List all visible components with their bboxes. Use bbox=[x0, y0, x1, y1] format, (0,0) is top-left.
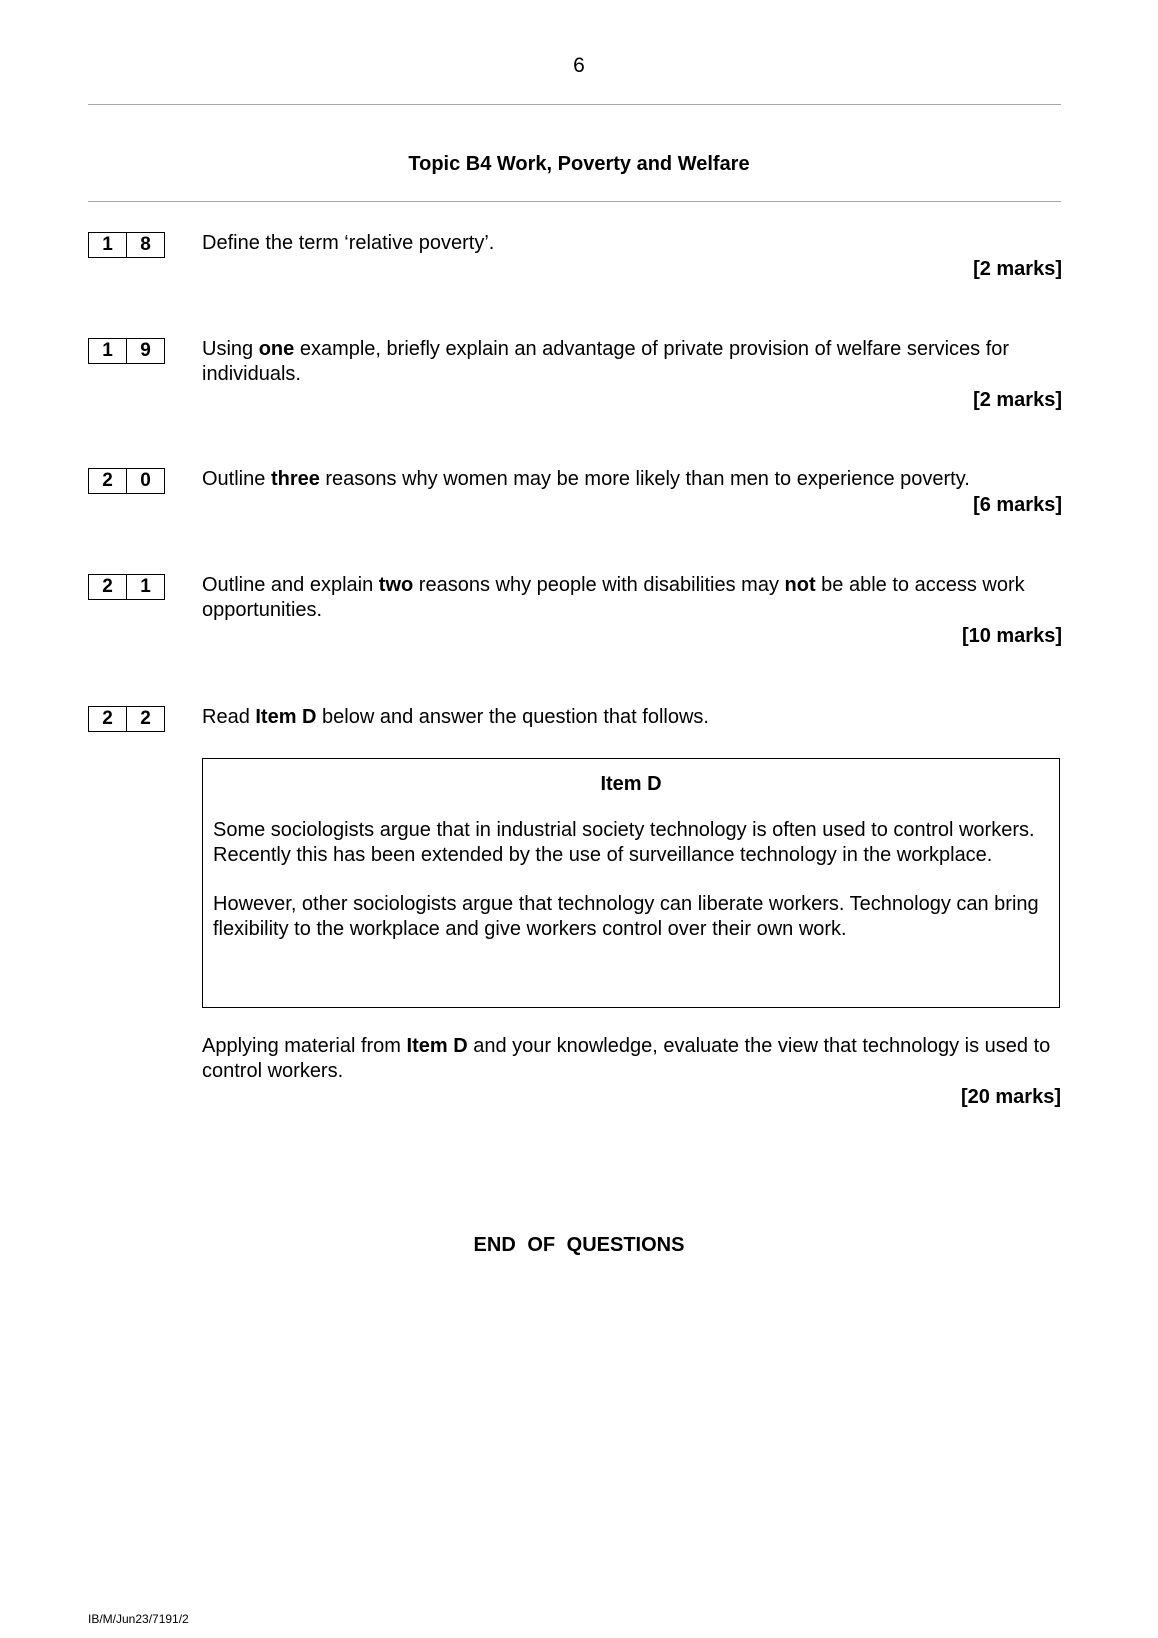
question-text: Read Item D below and answer the question that follows. bbox=[202, 706, 709, 728]
question-number-box bbox=[88, 706, 165, 732]
question-text: Applying material from Item D and your knowledge, evaluate the view that technology is used to control workers. bbox=[202, 1035, 1051, 1082]
marks-label: [6 marks] bbox=[973, 494, 1062, 516]
question-digit: 2 bbox=[102, 470, 113, 491]
emphasis-text: not bbox=[784, 574, 816, 596]
item-d-title: Item D bbox=[600, 773, 662, 795]
marks-label: [10 marks] bbox=[961, 625, 1062, 647]
item-d-paragraph: Some sociologists argue that in industrial society technology is often used to control workers. Recently this has been extended by the use of surveillance technology in the workplace. bbox=[213, 819, 1035, 866]
emphasis-text: two bbox=[378, 574, 414, 596]
page-number: 6 bbox=[573, 54, 585, 77]
question-digit: 2 bbox=[126, 707, 164, 731]
emphasis-text: Item D bbox=[406, 1035, 468, 1057]
topic-title: Topic B4 Work, Poverty and Welfare bbox=[408, 153, 750, 175]
emphasis-text: three bbox=[270, 468, 320, 490]
emphasis-text: one bbox=[258, 338, 295, 360]
question-text: Outline three reasons why women may be more likely than men to experience poverty. bbox=[202, 468, 970, 490]
end-of-questions: END OF QUESTIONS bbox=[473, 1234, 685, 1256]
question-number-box bbox=[88, 232, 165, 258]
question-22-task bbox=[202, 1034, 1061, 1110]
marks-label: [2 marks] bbox=[973, 258, 1062, 280]
question-digit: 8 bbox=[126, 233, 164, 257]
question-number-box bbox=[88, 468, 165, 494]
question-digit: 1 bbox=[102, 340, 113, 361]
question-text: Outline and explain two reasons why people with disabilities may not be able to access work opportunities. bbox=[202, 574, 1025, 621]
question-text: Using one example, briefly explain an advantage of private provision of welfare services for individuals. bbox=[202, 338, 1010, 385]
question-number-box bbox=[88, 338, 165, 364]
item-d-box bbox=[202, 758, 1060, 1008]
emphasis-text: Item D bbox=[255, 706, 317, 728]
marks-label: [20 marks] bbox=[960, 1086, 1061, 1108]
footer-code: IB/M/Jun23/7191/2 bbox=[88, 1612, 189, 1626]
question-digit: 2 bbox=[102, 708, 113, 729]
question-digit: 2 bbox=[102, 576, 113, 597]
question-number-box bbox=[88, 574, 165, 600]
question-text: Define the term ‘relative poverty’. bbox=[202, 232, 495, 254]
topic-divider bbox=[88, 201, 1061, 202]
item-d-paragraph: However, other sociologists argue that technology can liberate workers. Technology can bring flexibility to the workplace and give workers control over their own work. bbox=[213, 893, 1039, 940]
question-digit: 0 bbox=[126, 469, 164, 493]
header-divider bbox=[88, 104, 1061, 105]
marks-label: [2 marks] bbox=[973, 389, 1062, 411]
question-digit: 1 bbox=[126, 575, 164, 599]
question-digit: 1 bbox=[102, 234, 113, 255]
question-digit: 9 bbox=[126, 339, 164, 363]
